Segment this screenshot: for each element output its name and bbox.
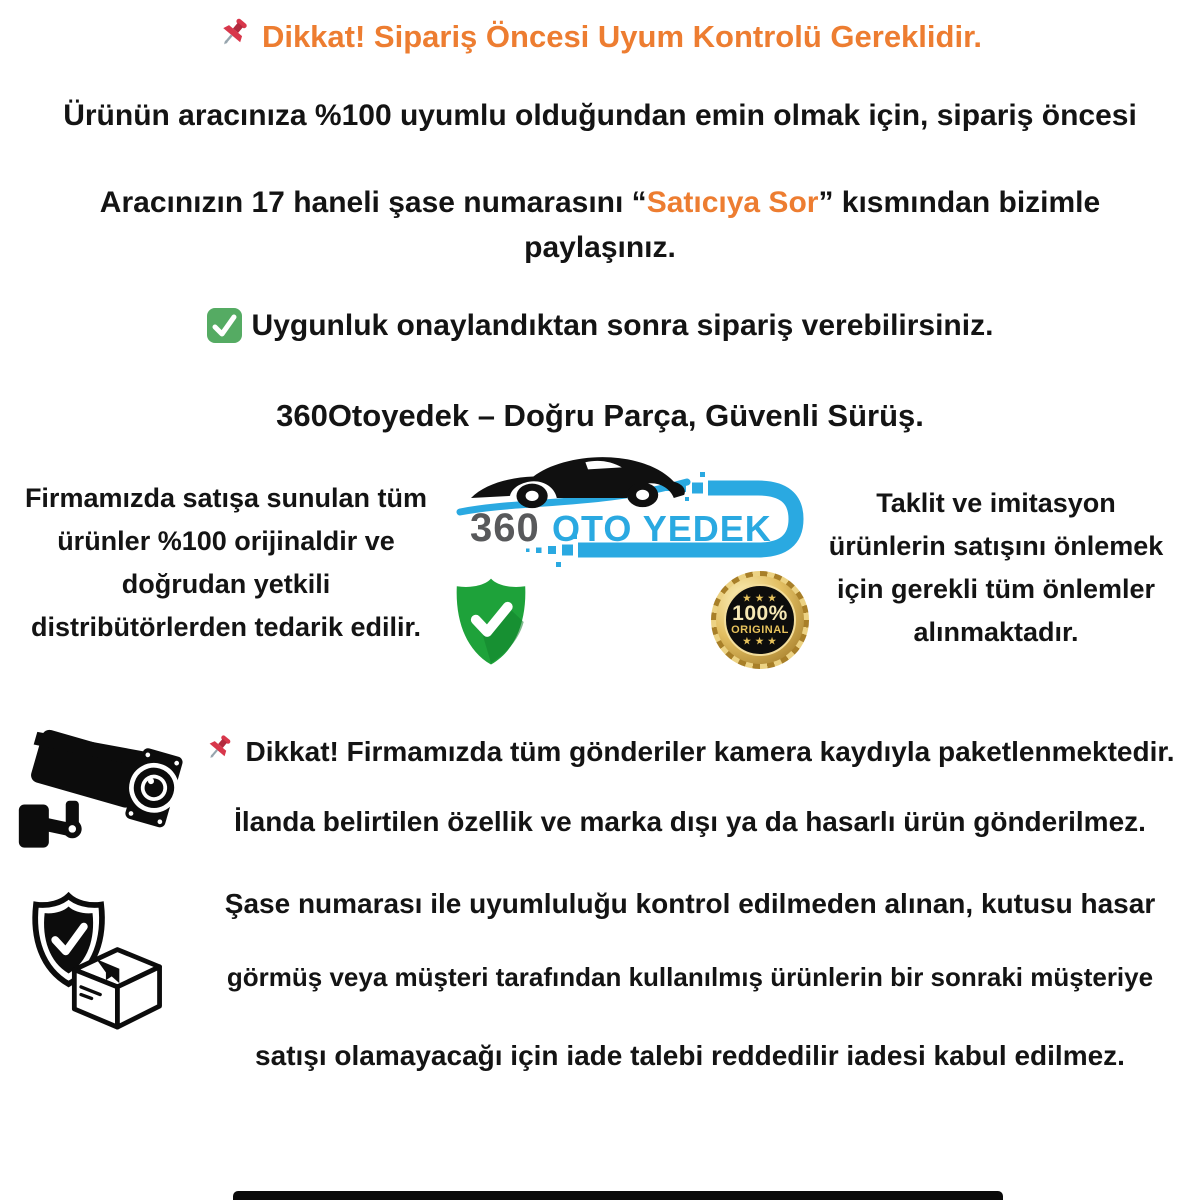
notice-heading (0, 16, 1200, 58)
approval-line (0, 308, 1200, 343)
claim-line: ürünlerin satışını önlemek (828, 531, 1164, 561)
camera-notice-text: Dikkat! Firmamızda tüm gönderiler kamera kaydıyla paketlenmektedir. (245, 735, 1175, 767)
return-policy-line-2: görmüş veya müşteri tarafından kullanılmış ürünlerin bir sonraki müşteriye (226, 962, 1154, 992)
pushpin-icon (218, 16, 252, 58)
brand-logo (452, 450, 820, 590)
cctv-camera-icon (12, 722, 202, 858)
claim-line: Taklit ve imitasyon (876, 488, 1116, 518)
ask-seller-line (0, 186, 1200, 220)
ask-seller-highlight: Satıcıya Sor (646, 186, 819, 219)
badge-percent: 100% (732, 602, 788, 626)
badge-core (724, 584, 796, 656)
ask-seller-prefix: Aracınızın 17 haneli şase numarasını “ (99, 186, 647, 219)
badge-stars-top: ★ ★ ★ (742, 592, 778, 603)
claim-line: alınmaktadır. (913, 617, 1079, 647)
ask-seller-suffix: ” kısmından bizimle (818, 186, 1101, 219)
badge-stars-bottom: ★ ★ ★ (742, 635, 778, 646)
original-products-claim (0, 477, 452, 649)
logo-number-text: 360 (470, 506, 540, 550)
badge-original-label: ORIGINAL (731, 624, 789, 637)
no-offspec-line: İlanda belirtilen özellik ve marka dışı ya da hasarlı ürün gönderilmez. (234, 806, 1146, 837)
camera-notice-line (190, 733, 1190, 770)
claim-line: Firmamızda satışa sunulan tüm (24, 483, 428, 513)
original-badge (711, 570, 809, 672)
return-policy-line-3: satışı olamayacağı için iade talebi reddedilir iadesi kabul edilmez. (255, 1040, 1125, 1071)
bottom-section-divider (233, 1191, 1003, 1200)
anticounterfeit-claim (808, 482, 1184, 654)
ask-seller-line-wrap: paylaşınız. (524, 231, 676, 264)
green-check-icon (207, 308, 242, 343)
approval-text: Uygunluk onaylandıktan sonra sipariş verebilirsiniz. (251, 308, 994, 342)
verified-shield-icon (453, 576, 529, 668)
claim-line: ürünler %100 orijinaldir ve (57, 526, 395, 556)
claim-line: distribütörlerden tedarik edilir. (30, 612, 422, 642)
claim-line: doğrudan yetkili (121, 569, 331, 599)
return-policy-line-1: Şase numarası ile uyumluluğu kontrol edilmeden alınan, kutusu hasar (224, 888, 1156, 919)
compatibility-note: Ürünün aracınıza %100 uyumlu olduğundan emin olmak için, sipariş öncesi (63, 99, 1137, 132)
notice-title: Dikkat! Sipariş Öncesi Uyum Kontrolü Gereklidir. (261, 19, 983, 54)
slogan-line: 360Otoyedek – Doğru Parça, Güvenli Sürüş. (276, 398, 924, 433)
claim-line: için gerekli tüm önlemler (836, 574, 1156, 604)
pushpin-icon (205, 733, 235, 770)
logo-name-text: OTO YEDEK (552, 508, 772, 549)
secure-package-icon (14, 888, 172, 1036)
